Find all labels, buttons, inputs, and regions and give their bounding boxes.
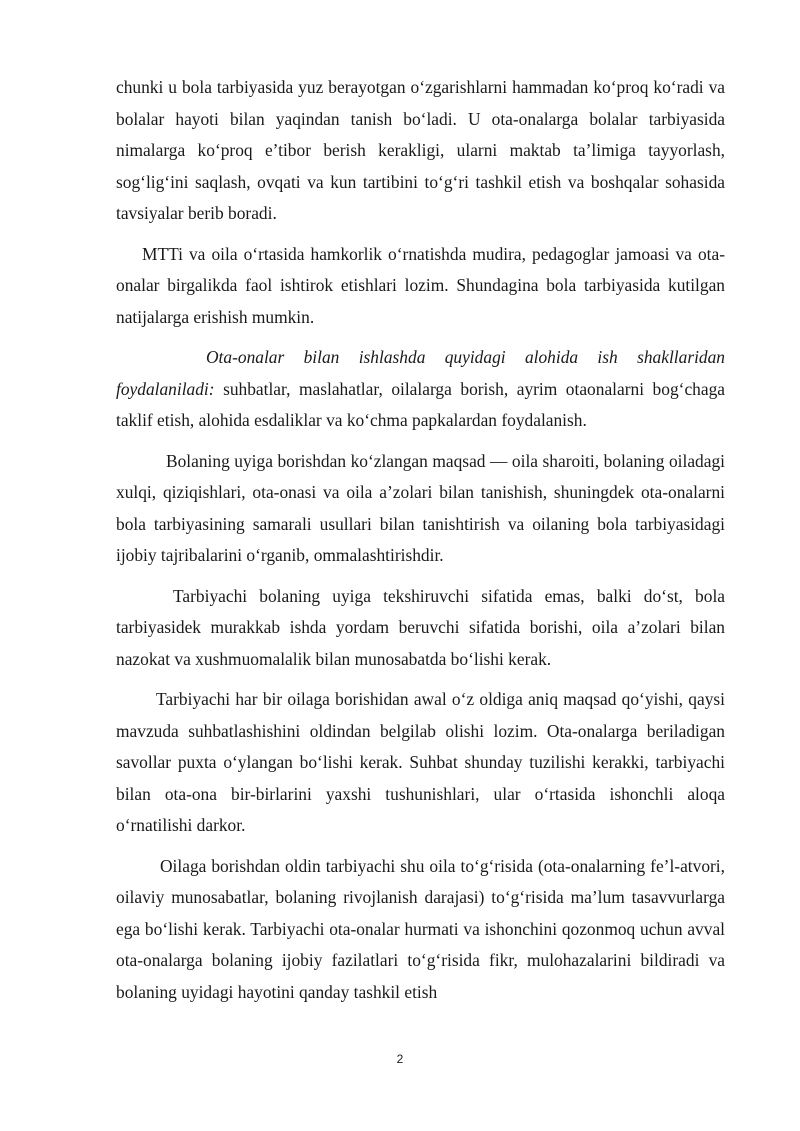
paragraph-7: Oilaga borishdan oldin tarbiyachi shu oila to‘g‘risida (ota-onalarning fe’l-atvori, oilaviy munosabatlar, bolaning rivojlanish darajasi) to‘g‘risida ma’lum tasavvurlarga ega bo‘lishi kerak. Tarbiyachi ota-onalar hurmati va ishonchini qozonmoq uchun avval ota-onalarga bolaning ijobiy fazilatlari to‘g‘risida fikr, mulohazalarini bildiradi va bolaning uyidagi hayotini qanday tashkil etish — [116, 855, 725, 1002]
paragraph-1: chunki u bola tarbiyasida yuz berayotgan o‘zgarishlarni hammadan ko‘proq ko‘radi va bolalar hayoti bilan yaqindan tanish bo‘ladi. U ota-onalarga bolalar tarbiyasida nimalarga ko‘proq e’tibor berish kerakligi, ularni maktab ta’limiga tayyorlash, sog‘lig‘ini saqlash, ovqati va kun tartibini to‘g‘ri tashkil etish va boshqalar sohasida tavsiyalar berib boradi. — [116, 77, 725, 223]
paragraph-4: Bolaning uyiga borishdan ko‘zlangan maqsad — oila sharoiti, bolaning oiladagi xulqi, qiziqishlari, ota-onasi va oila a’zolari bilan tanishish, shuningdek ota-onalarni bola tarbiyasining samarali usullari bilan tanishtirish va oilaning bola tarbiyasidagi ijobiy tajribalarini o‘rganib, ommalashtirishdir. — [116, 450, 725, 565]
paragraph-3-italic-lead: Ota-onalar bilan ishlashda quyidagi alohida ish shakllaridan foydalaniladi: — [116, 347, 725, 399]
paragraph-2: MTTi va oila o‘rtasida hamkorlik o‘rnatishda mudira, pedagoglar jamoasi va ota-onalar birgalikda faol ishtirok etishlari lozim. Shundagina bola tarbiyasida kutilgan natijalarga erishish mumkin. — [116, 243, 725, 327]
paragraph-6: Tarbiyachi har bir oilaga borishidan awal o‘z oldiga aniq maqsad qo‘yishi, qaysi mavzuda suhbatlashishini oldindan belgilab olishi lozim. Ota-onalarga beriladigan savollar puxta o‘ylangan bo‘lishi kerak. Suhbat shunday tuzilishi kerakki, tarbiyachi bilan ota-ona bir-birlarini yaxshi tushunishlari, ular o‘rtasida ishonchli aloqa o‘rnatilishi darkor. — [116, 689, 725, 835]
paragraph-5: Tarbiyachi bolaning uyiga tekshiruvchi sifatida emas, balki do‘st, bola tarbiyasidek murakkab ishda yordam beruvchi sifatida borishi, oila a’zolari bilan nazokat va xushmuomalalik bilan munosabatda bo‘lishi kerak. — [116, 585, 725, 669]
page-number: 2 — [396, 1052, 404, 1066]
body-text — [116, 72, 725, 1017]
paragraph-3-text: suhbatlar, maslahatlar, oilalarga borish, ayrim otaonalarni bog‘chaga taklif etish, alohida esdaliklar va ko‘chma papkalardan foydalanish. — [116, 378, 725, 430]
paragraph-3 — [116, 342, 725, 437]
